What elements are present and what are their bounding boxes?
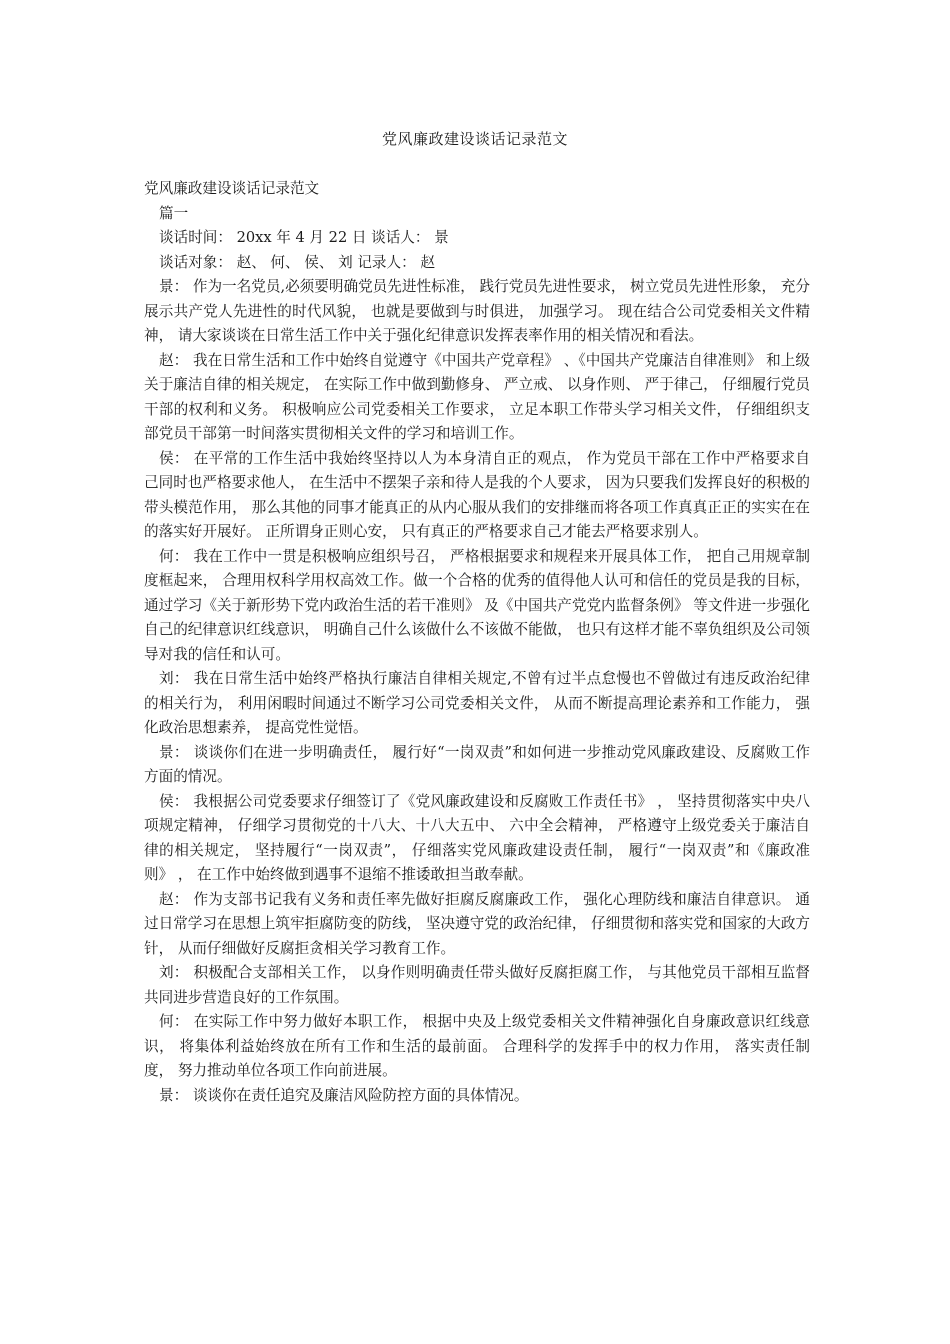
document-body xyxy=(144,177,810,1108)
document-subtitle: 党风廉政建设谈话记录范文 xyxy=(144,180,320,197)
paragraph: 景： 作为一名党员,必须要明确党员先进性标准， 践行党员先进性要求， 树立党员先进性形象， 充分展示共产党人先进性的时代风貌， 也就是要做到与时俱进， 加强学习。 现在结合公司党委相关文件精神， 请大家谈谈在日常生活工作中关于强化纪律意识发挥表率作用的相关情况和看法。 xyxy=(144,278,810,344)
paragraph: 何： 我在工作中一贯是积极响应组织号召， 严格根据要求和规程来开展具体工作， 把自己用规章制度框起来， 合理用权科学用权高效工作。做一个合格的优秀的值得他人认可和信任的党员是我的目标， 通过学习《关于新形势下党内政治生活的若干准则》 及《中国共产党党内监督条例》 等文件进一步强化自己的纪律意识红线意识， 明确自己什么该做什么不该做不能做， 也只有这样才能不辜负组织及公司领导对我的信任和认可。 xyxy=(144,547,811,663)
paragraph: 赵： 作为支部书记我有义务和责任率先做好拒腐反腐廉政工作， 强化心理防线和廉洁自律意识。 通过日常学习在思想上筑牢拒腐防变的防线， 坚决遵守党的政治纪律， 仔细贯彻和落实党和国家的大政方针， 从而仔细做好反腐拒贪相关学习教育工作。 xyxy=(144,890,811,957)
paragraph: 赵： 我在日常生活和工作中始终自觉遵守《中国共产党章程》 、《中国共产党廉洁自律准则》 和上级关于廉洁自律的相关规定， 在实际工作中做到勤修身、 严立戒、 以身作则、 严于律己， 仔细履行党员干部的权利和义务。 积极响应公司党委相关工作要求， 立足本职工作带头学习相关文件， 仔细组织支部党员干部第一时间落实贯彻相关文件的学习和培训工作。 xyxy=(144,351,810,442)
paragraph: 景： 谈谈你在责任追究及廉洁风险防控方面的具体情况。 xyxy=(159,1086,529,1104)
paragraph: 侯： 在平常的工作生活中我始终坚持以人为本身清自正的观点， 作为党员干部在工作中严格要求自己同时也严格要求他人， 在生活中不摆架子亲和待人是我的个人要求， 因为只要我们发挥良好的积极的带头模范作用， 那么其他的同事才能真正的从内心服从我们的安排继而将各项工作真真正正的实实在在的落实好开展好。 正所谓身正则心安， 只有真正的严格要求自己才能去严格要求别人。 xyxy=(144,449,811,540)
paragraph-participants: 谈话对象： 赵、 何、 侯、 刘 记录人： 赵 xyxy=(159,253,435,271)
paragraph: 景： 谈谈你们在进一步明确责任， 履行好“一岗双责”和如何进一步推动党风廉政建设、反腐败工作方面的情况。 xyxy=(144,743,810,785)
paragraph-section-label: 篇一 xyxy=(159,204,189,222)
paragraph: 刘： 我在日常生活中始终严格执行廉洁自律相关规定,不曾有过半点怠慢也不曾做过有违反政治纪律的相关行为， 利用闲暇时间通过不断学习公司党委相关文件， 从而不断提高理论素养和工作能力， 强化政治思想素养， 提高党性觉悟。 xyxy=(144,670,810,736)
document-title: 党风廉政建设谈话记录范文 xyxy=(381,130,568,148)
paragraph: 何： 在实际工作中努力做好本职工作， 根据中央及上级党委相关文件精神强化自身廉政意识红线意识， 将集体利益始终放在所有工作和生活的最前面。 合理科学的发挥手中的权力作用， 落实责任制度， 努力推动单位各项工作向前进展。 xyxy=(144,1013,810,1079)
paragraph: 刘： 积极配合支部相关工作， 以身作则明确责任带头做好反腐拒腐工作， 与其他党员干部相互监督共同进步营造良好的工作氛围。 xyxy=(144,964,810,1006)
paragraph: 侯： 我根据公司党委要求仔细签订了《党风廉政建设和反腐败工作责任书》 ， 坚持贯彻落实中央八项规定精神， 仔细学习贯彻党的十八大、十八大五中、 六中全会精神， 严格遵守上级党委关于廉洁自律的相关规定， 坚持履行“一岗双责”， 仔细落实党风廉政建设责任制， 履行“一岗双责”和《廉政准则》 ， 在工作中始终做到遇事不退缩不推诿敢担当敢奉献。 xyxy=(144,792,810,883)
paragraph-meeting-time: 谈话时间： 20xx 年 4 月 22 日 谈话人： 景 xyxy=(159,229,449,246)
